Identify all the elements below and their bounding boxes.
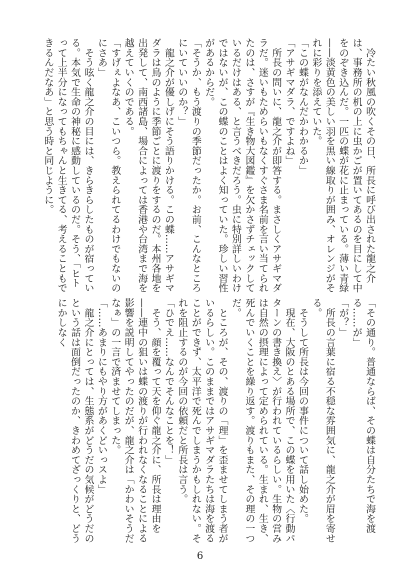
paragraph: 冷たい秋風の吹くその日、所長に呼び出された龍之介は、事務所の机の上に虫かごが置いてあるのを目にして中をのぞき込んだ。一匹の蝶が花に止まっている。薄い青緑——淡黄色の美しい羽を黒い線取りが囲み、オレンジがそれに彩りを添えていた。 bbox=[310, 38, 375, 293]
dialogue-line: 「すげぇよなあ、こいつら。教えられてるわけでもないのにさあ」 bbox=[95, 38, 121, 293]
dialogue-line: 「この蝶がなんだかわかるか」 bbox=[296, 38, 308, 176]
paragraph: 所長の言葉に宿る不穏な雰囲気に、龍之介が眉を寄せる。 bbox=[310, 298, 335, 543]
top-text-block bbox=[40, 38, 376, 294]
paragraph: 龍之介にとっては、生態系がどうだの気候がどうだのという話は面倒だったのか、きわめてざっくりと、どうにかしなく bbox=[55, 298, 94, 543]
paragraph: 龍之介が優しげにそう語りかける。この蝶……アサギマダラは鳥のように季節ごとに渡りをするのだ。本州各地を出発して、南西諸島、場合によっては香港や台湾まで海を越えていくのである。 bbox=[122, 38, 174, 293]
dialogue-line: 「……あまりにもやり方があくどいっスよ」 bbox=[95, 298, 107, 494]
paragraph: そう呟く龍之介の目には、きらきらしたものが宿っている。本気で生命の神秘に感動しているのだ。そう、「ヒトって上半分になってもちゃんと生きてる、考えることもできるんだなあ」と思う時と同じように。 bbox=[42, 38, 94, 293]
dialogue-line: 「が？」 bbox=[337, 298, 349, 338]
dialogue-line: 「そうか、もう渡りの季節だったか。お前、こんなところにいていいのか？」 bbox=[176, 38, 201, 293]
bottom-text-block bbox=[40, 298, 376, 548]
paragraph: 所長の問いに、龍之介が即答する。まさしくアサギマダラだ。迷いもためらいもなくすぐさま名前を言い当てられたのは、さすが『生き物大図鑑』を欠かさずチェックしているだけはある、と言うべきだろう。虫に特別詳しいわけではないが、この蝶のことはよく知っていた。珍しい習性があるからだ。 bbox=[203, 38, 282, 293]
dialogue-line: 「アサギマダラ、ですよね」 bbox=[283, 38, 295, 166]
dialogue-line: 「ひでえ……なんでそんなことを！」 bbox=[162, 298, 174, 465]
page-number: 6 bbox=[196, 551, 204, 562]
dialogue-line: 「その通り。普通ならば、その蝶は自分たちで海を渡る……が」 bbox=[350, 298, 375, 534]
paragraph: そう、顔を覆って天を仰ぐ龍之介に、所長は理由を——連中の狙いは蝶の渡りが行われなくなることによる影響を説明してやったのだが、龍之介は「かわいそうだなぁ」の一言で済ませてしまった。 bbox=[109, 298, 161, 543]
paragraph: そうして所長は今回の事件について話し始めた。 bbox=[296, 298, 308, 524]
paragraph: ところが、その、渡りの「理」を歪ませてしまう者がいるらしい。このままではアサギマダラたちは海を渡ることができず、太平洋で死んでしまうかもしれない。それを阻止するのが今回の依頼だと所長は言う。 bbox=[176, 298, 228, 543]
paragraph: 現在、大阪のとある場所で、この蝶を用いた〈行動パターンの書き換え〉が行われているらしい。生物の営みは自然の摂理によって定められている。生まれ、生き、死んでいくことを繰り返す。渡りもまた、その理の一つだ。 bbox=[229, 298, 295, 543]
